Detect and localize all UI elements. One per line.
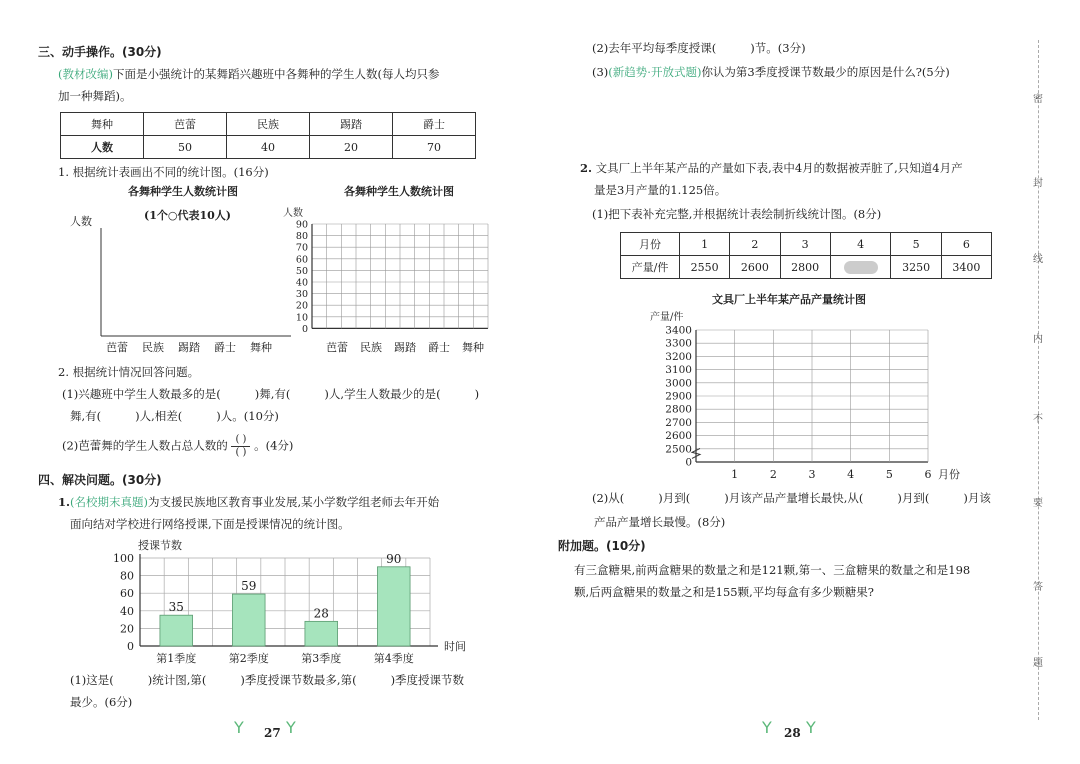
bar <box>377 567 410 646</box>
margin-char: 密 <box>1033 94 1043 105</box>
x-tick-label: 4 <box>847 468 855 481</box>
x-label: 芭蕾 <box>326 341 348 354</box>
binding-line <box>1038 40 1039 720</box>
y-tick-label: 3400 <box>665 324 692 337</box>
fraction-blank[interactable]: $\frac{( )}{( )}$ <box>231 434 250 459</box>
table-cell: 2600 <box>730 256 780 279</box>
extra-text-line2: 颗,后两盒糖果的数量之和是155颗,平均每盒有多少颗糖果? <box>574 585 874 599</box>
extra-title: 附加题。(10分) <box>558 539 646 553</box>
bar-grid-title: 各舞种学生人数统计图 <box>344 185 454 198</box>
table-cell: 爵士 <box>393 113 476 136</box>
table-cell: 40 <box>227 136 310 159</box>
section-4-q1-answer-line2: 最少。(6分) <box>70 695 133 709</box>
x-label: 爵士 <box>428 341 450 354</box>
textbook-tag: (教材改编) <box>58 67 113 81</box>
y-tick-label: 3000 <box>665 377 692 390</box>
pictograph-note: (1个○代表10人) <box>144 209 231 222</box>
x-tick-label: 6 <box>924 468 932 481</box>
question-2: 2. 根据统计情况回答问题。 <box>58 365 200 379</box>
trend-tag: (新趋势·开放式题) <box>608 65 702 79</box>
y-tick-label: 80 <box>295 231 308 243</box>
axis-break <box>692 448 700 458</box>
margin-char: 要 <box>1033 498 1043 509</box>
section-3-title: 三、动手操作。(30分) <box>38 45 162 59</box>
table-cell: 3400 <box>941 256 991 279</box>
x-tick-label: 5 <box>885 468 893 481</box>
page-number-right: 28 <box>784 726 801 740</box>
y-tick-label: 50 <box>295 265 308 277</box>
dance-table <box>60 112 476 159</box>
bar <box>232 594 265 646</box>
x-label: 爵士 <box>214 341 236 354</box>
margin-char: 答 <box>1033 582 1043 593</box>
x-axis-label: 时间 <box>444 640 466 653</box>
line-chart-title: 文具厂上半年某产品产量统计图 <box>712 293 866 306</box>
y-tick-label: 3300 <box>665 337 692 350</box>
section-4-q2-sub2-line1: (2)从( )月到( )月该产品产量增长最快,从( )月到( )月该 <box>592 491 991 505</box>
table-cell: 5 <box>891 233 941 256</box>
margin-char: 封 <box>1033 178 1043 189</box>
teaching-bar-chart <box>100 548 480 670</box>
bar-grid-y-label: 人数 <box>283 208 303 219</box>
line-chart-y-label: 产量/件 <box>650 312 684 323</box>
teaching-chart-y-label: 授课节数 <box>138 539 182 552</box>
y-tick-label: 70 <box>295 242 308 254</box>
table-header-count: 人数 <box>61 136 144 159</box>
section-4-q1-answer-line1: (1)这是( )统计图,第( )季度授课节数最多,第( )季度授课节数 <box>70 673 465 687</box>
table-cell: 20 <box>310 136 393 159</box>
y-tick-label: 2900 <box>665 390 692 403</box>
section-4-q2-line1: 2. 文具厂上半年某产品的产量如下表,表中4月的数据被弄脏了,只知道4月产 <box>580 161 963 175</box>
page-number-left: 27 <box>264 726 281 740</box>
y-tick-label: 100 <box>113 552 134 565</box>
x-tick-label: 1 <box>731 468 739 481</box>
margin-char: 线 <box>1033 254 1043 265</box>
section-4-q2-sub1: (1)把下表补充完整,并根据统计表绘制折线统计图。(8分) <box>592 207 882 221</box>
question-2-2: (2)芭蕾舞的学生人数占总人数的 $\frac{( )}{( )}$ 。(4分) <box>62 434 294 458</box>
line-chart-grid[interactable] <box>640 320 980 482</box>
data-label: 90 <box>386 551 402 566</box>
bar <box>160 615 193 646</box>
data-label: 59 <box>241 579 257 594</box>
y-tick-label: 40 <box>295 277 308 289</box>
x-axis-label: 月份 <box>938 468 960 481</box>
y-tick-label: 60 <box>120 587 134 601</box>
section-4-q2-line2: 量是3月产量的1.125倍。 <box>594 183 727 197</box>
margin-char: 不 <box>1033 414 1043 425</box>
table-header-month: 月份 <box>621 233 680 256</box>
question-2-1-line2: 舞,有( )人,相差( )人。(10分) <box>70 409 279 423</box>
data-label: 28 <box>313 606 329 621</box>
table-cell: 3 <box>780 233 830 256</box>
smudged-cell[interactable] <box>830 256 891 279</box>
table-cell: 50 <box>144 136 227 159</box>
section-3-intro-line1 <box>58 66 439 82</box>
x-tick-label: 第4季度 <box>373 652 414 665</box>
x-label: 民族 <box>360 341 382 354</box>
y-tick-label: 10 <box>295 312 308 324</box>
table-cell: 70 <box>393 136 476 159</box>
sprout-icon: Y <box>806 718 816 737</box>
table-header-output: 产量/件 <box>621 256 680 279</box>
y-tick-label: 0 <box>127 640 134 653</box>
y-tick-label: 3200 <box>665 350 692 363</box>
y-tick-label: 60 <box>295 254 308 266</box>
y-tick-label: 80 <box>120 569 134 583</box>
y-tick-label: 90 <box>295 220 308 231</box>
section-4-q2-sub2-line2: 产品产量增长最慢。(8分) <box>594 515 726 529</box>
section-4-title: 四、解决问题。(30分) <box>38 473 162 487</box>
pictograph-y-label: 人数 <box>70 215 92 228</box>
x-label: 舞种 <box>250 341 272 354</box>
y-tick-label: 40 <box>120 604 134 618</box>
pictograph-title: 各舞种学生人数统计图 <box>128 185 238 198</box>
section-4-q1-line2: 面向结对学校进行网络授课,下面是授课情况的统计图。 <box>70 517 350 531</box>
question-1: 1. 根据统计表画出不同的统计图。(16分) <box>58 165 269 179</box>
y-tick-label: 2800 <box>665 403 692 416</box>
x-label: 芭蕾 <box>106 341 128 354</box>
y-tick-label: 20 <box>295 300 308 312</box>
y-tick-label: 0 <box>301 323 308 335</box>
table-cell: 3250 <box>891 256 941 279</box>
x-tick-label: 2 <box>769 468 777 481</box>
x-label: 舞种 <box>462 341 484 354</box>
bar-grid-x-labels <box>326 340 484 356</box>
pictograph-axes <box>96 228 296 340</box>
sprout-icon: Y <box>286 718 296 737</box>
table-cell: 踢踏 <box>310 113 393 136</box>
y-tick-label: 2700 <box>665 416 692 429</box>
x-tick-label: 3 <box>808 468 816 481</box>
table-cell: 1 <box>680 233 730 256</box>
table-cell: 2800 <box>780 256 830 279</box>
data-label: 35 <box>168 600 184 615</box>
x-label: 民族 <box>142 341 164 354</box>
x-tick-label: 第2季度 <box>228 652 269 665</box>
y-tick-label: 30 <box>295 289 308 301</box>
sprout-icon: Y <box>234 718 244 737</box>
bar <box>305 621 338 646</box>
table-header-dance: 舞种 <box>61 113 144 136</box>
y-tick-label: 20 <box>120 622 134 636</box>
right-q2: (2)去年平均每季度授课( )节。(3分) <box>592 41 806 55</box>
table-cell: 4 <box>830 233 891 256</box>
extra-text-line1: 有三盒糖果,前两盒糖果的数量之和是121颗,第一、三盒糖果的数量之和是198 <box>574 563 971 577</box>
y-tick-label: 2500 <box>665 443 692 456</box>
exam-tag: (名校期末真题) <box>70 495 148 509</box>
output-table <box>620 232 992 279</box>
x-label: 踢踏 <box>394 341 416 354</box>
right-q3: (3)(新趋势·开放式题)你认为第3季度授课节数最少的原因是什么?(5分) <box>592 65 950 79</box>
table-cell: 芭蕾 <box>144 113 227 136</box>
table-cell: 2 <box>730 233 780 256</box>
table-cell: 6 <box>941 233 991 256</box>
y-tick-label: 2600 <box>665 430 692 443</box>
x-tick-label: 第3季度 <box>301 652 342 665</box>
intro-text: 下面是小强统计的某舞蹈兴趣班中各舞种的学生人数(每人均只参 <box>112 67 440 81</box>
margin-char: 内 <box>1033 334 1043 345</box>
section-3-intro-line2: 加一种舞蹈)。 <box>58 89 132 103</box>
pictograph-x-labels <box>106 340 272 356</box>
margin-char: 题 <box>1033 658 1043 669</box>
y-tick-label: 3100 <box>665 364 692 377</box>
empty-bar-grid[interactable] <box>288 220 498 346</box>
smudge-blot <box>844 261 878 274</box>
section-4-q1-line1: 1.(名校期末真题)为支援民族地区教育事业发展,某小学数学组老师去年开始 <box>58 495 440 509</box>
x-label: 踢踏 <box>178 341 200 354</box>
y-tick-label: 0 <box>685 456 692 469</box>
table-cell: 2550 <box>680 256 730 279</box>
table-cell: 民族 <box>227 113 310 136</box>
x-tick-label: 第1季度 <box>156 652 197 665</box>
question-2-1-line1: (1)兴趣班中学生人数最多的是( )舞,有( )人,学生人数最少的是( ) <box>62 387 480 401</box>
sprout-icon: Y <box>762 718 772 737</box>
